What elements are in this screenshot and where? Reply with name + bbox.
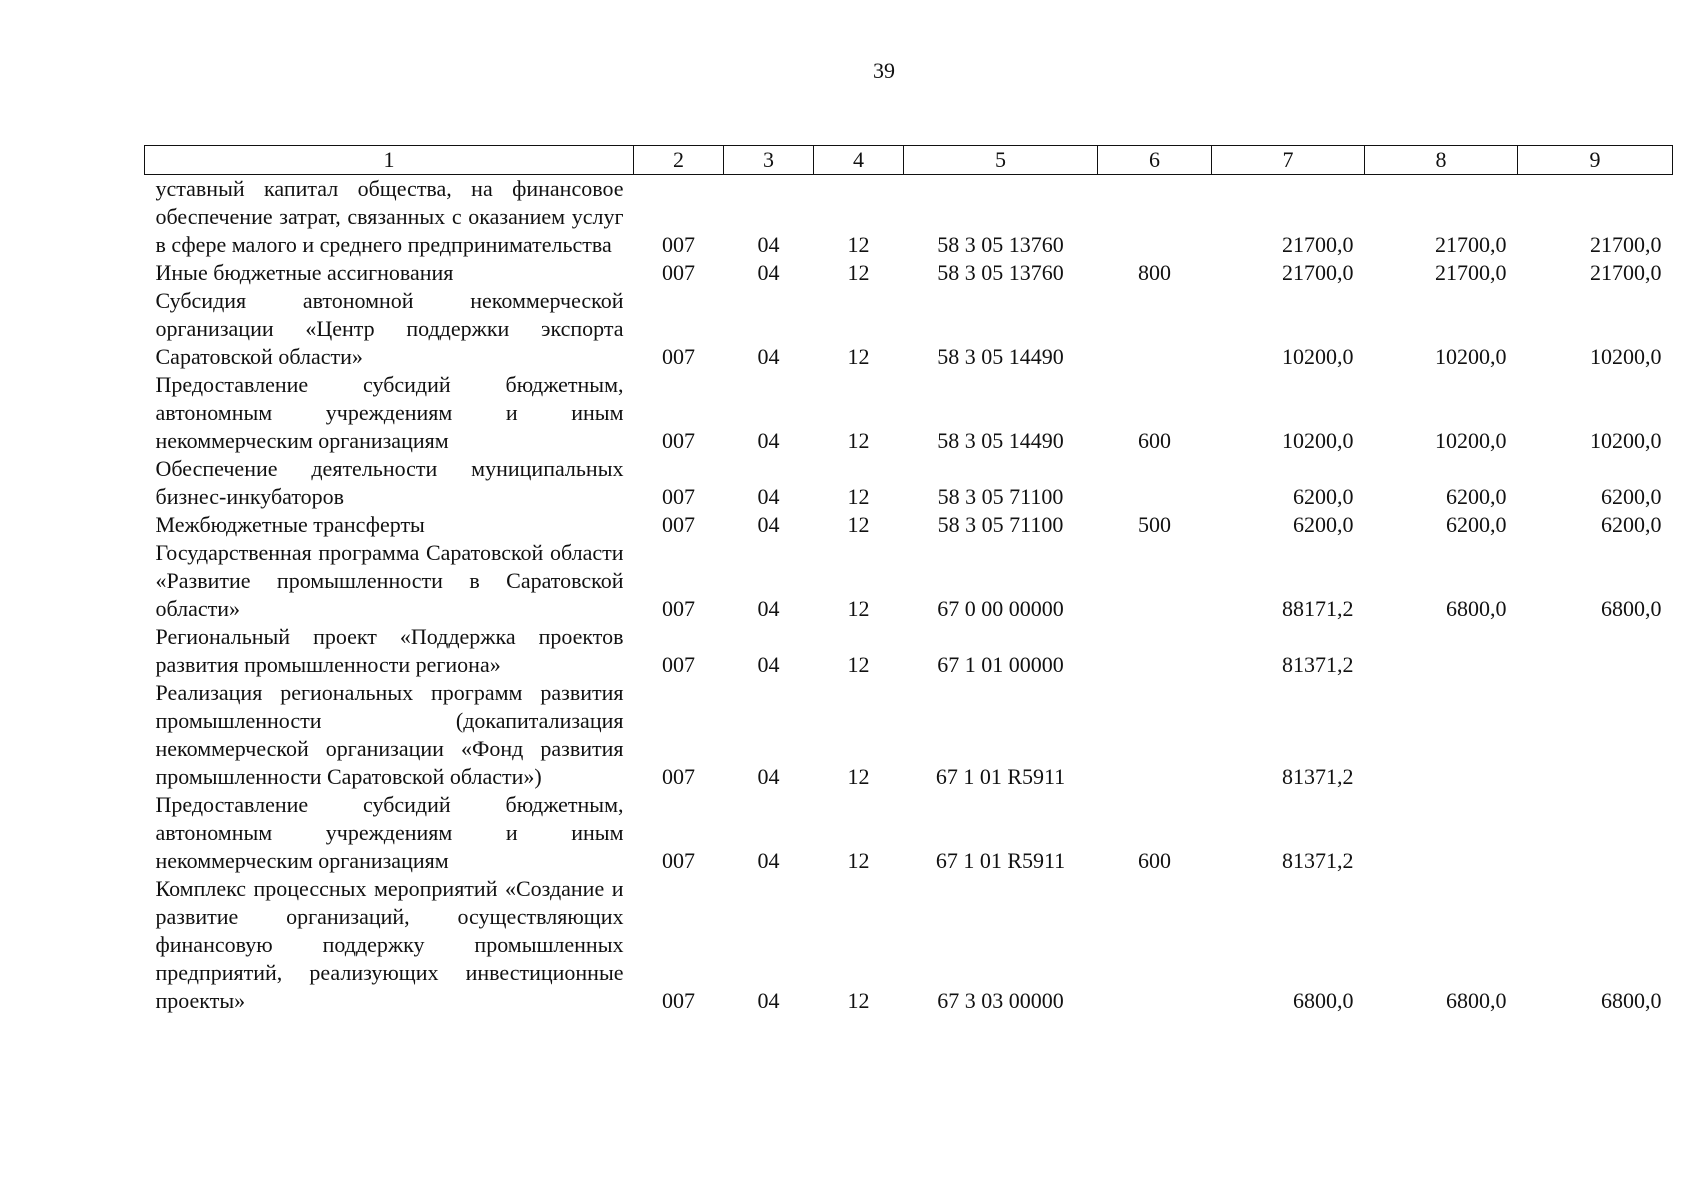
row-value-col8: 6200,0 [1446,512,1507,537]
row-value-col8: 6800,0 [1446,988,1507,1013]
row-subsection: 12 [847,260,870,285]
row-expense-type: 500 [1138,512,1171,537]
row-target-article: 58 3 05 13760 [937,232,1064,257]
table-row [145,539,1673,623]
row-value-col9: 6800,0 [1601,596,1662,621]
row-value-col8: 6200,0 [1446,484,1507,509]
row-section: 04 [757,484,780,509]
row-value-col9 [1518,623,1673,679]
row-value-col8 [1365,679,1518,791]
row-expense-type [1098,455,1212,511]
row-section: 04 [757,652,780,677]
row-value-col9: 21700,0 [1590,260,1662,285]
row-target-article: 67 1 01 00000 [937,652,1064,677]
row-ministry: 007 [662,344,695,369]
row-value-col8 [1365,791,1518,875]
header-col-7: 7 [1212,146,1365,175]
row-expense-type [1098,175,1212,260]
row-expense-type: 600 [1138,428,1171,453]
row-value-col7: 81371,2 [1282,848,1354,873]
header-col-5: 5 [904,146,1098,175]
row-target-article: 67 1 01 R5911 [935,764,1066,789]
row-ministry: 007 [662,428,695,453]
table-row [145,875,1673,1015]
table-row [145,623,1673,679]
row-value-col7: 21700,0 [1282,232,1354,257]
row-value-col7: 81371,2 [1282,652,1354,677]
row-name: Обеспечение деятельности муниципальных бизнес-инкубаторов [155,456,624,509]
row-value-col9: 10200,0 [1590,428,1662,453]
table-header [145,146,1673,175]
row-value-col9 [1518,791,1673,875]
row-name: Предоставление субсидий бюджетным, автономным учреждениям и иным некоммерческим организациям [155,372,624,453]
table-row [145,175,1673,260]
row-value-col9: 6200,0 [1601,484,1662,509]
row-name: Реализация региональных программ развития промышленности (докапитализация некоммерческой организации «Фонд развития промышленности Саратовской области») [155,680,624,789]
row-value-col9: 10200,0 [1590,344,1662,369]
row-value-col7: 21700,0 [1282,260,1354,285]
row-ministry: 007 [662,260,695,285]
table-row [145,791,1673,875]
table-row [145,679,1673,791]
row-value-col8: 21700,0 [1435,232,1507,257]
header-col-6: 6 [1098,146,1212,175]
table-row [145,511,1673,539]
row-section: 04 [757,848,780,873]
row-value-col8: 21700,0 [1435,260,1507,285]
row-name: уставный капитал общества, на финансовое обеспечение затрат, связанных с оказанием услуг в сфере малого и среднего предпринимательства [155,176,624,257]
row-expense-type [1098,875,1212,1015]
table-row [145,455,1673,511]
header-col-9: 9 [1518,146,1673,175]
header-row [145,146,1673,175]
row-ministry: 007 [662,988,695,1013]
row-subsection: 12 [847,988,870,1013]
row-subsection: 12 [847,428,870,453]
row-value-col8: 10200,0 [1435,428,1507,453]
row-value-col9: 21700,0 [1590,232,1662,257]
row-ministry: 007 [662,512,695,537]
row-ministry: 007 [662,652,695,677]
row-expense-type [1098,623,1212,679]
row-target-article: 58 3 05 13760 [937,260,1064,285]
row-section: 04 [757,232,780,257]
row-target-article: 67 1 01 R5911 [935,848,1066,873]
row-value-col7: 6200,0 [1293,484,1354,509]
row-ministry: 007 [662,848,695,873]
row-subsection: 12 [847,596,870,621]
row-section: 04 [757,596,780,621]
row-expense-type [1098,287,1212,371]
row-target-article: 58 3 05 71100 [937,512,1064,537]
row-expense-type [1098,539,1212,623]
header-col-8: 8 [1365,146,1518,175]
page-number: 39 [873,58,895,83]
row-section: 04 [757,512,780,537]
row-subsection: 12 [847,232,870,257]
row-value-col7: 6800,0 [1293,988,1354,1013]
row-section: 04 [757,344,780,369]
row-value-col7: 6200,0 [1293,512,1354,537]
row-expense-type [1098,679,1212,791]
row-subsection: 12 [847,652,870,677]
row-value-col7: 10200,0 [1282,344,1354,369]
row-ministry: 007 [662,232,695,257]
budget-table [144,145,1673,1015]
row-section: 04 [757,260,780,285]
row-value-col9 [1518,679,1673,791]
row-subsection: 12 [847,344,870,369]
row-subsection: 12 [847,484,870,509]
row-expense-type: 600 [1138,848,1171,873]
row-ministry: 007 [662,596,695,621]
row-value-col7: 81371,2 [1282,764,1354,789]
row-target-article: 67 0 00 00000 [937,596,1064,621]
row-target-article: 58 3 05 71100 [937,484,1064,509]
table-body [145,175,1673,1016]
row-name: Межбюджетные трансферты [155,512,425,537]
row-value-col8: 6800,0 [1446,596,1507,621]
row-value-col8 [1365,623,1518,679]
row-subsection: 12 [847,512,870,537]
row-subsection: 12 [847,848,870,873]
row-value-col7: 88171,2 [1282,596,1354,621]
row-ministry: 007 [662,484,695,509]
row-ministry: 007 [662,764,695,789]
row-value-col9: 6800,0 [1601,988,1662,1013]
row-value-col9: 6200,0 [1601,512,1662,537]
table-row [145,287,1673,371]
row-value-col7: 10200,0 [1282,428,1354,453]
row-name: Региональный проект «Поддержка проектов развития промышленности региона» [155,624,624,677]
row-name: Государственная программа Саратовской области «Развитие промышленности в Саратовской области» [155,540,624,621]
row-value-col8: 10200,0 [1435,344,1507,369]
row-name: Субсидия автономной некоммерческой организации «Центр поддержки экспорта Саратовской области» [155,288,624,369]
row-section: 04 [757,764,780,789]
header-col-2: 2 [634,146,724,175]
row-target-article: 67 3 03 00000 [937,988,1064,1013]
header-col-4: 4 [814,146,904,175]
row-section: 04 [757,988,780,1013]
row-section: 04 [757,428,780,453]
row-target-article: 58 3 05 14490 [937,344,1064,369]
row-name: Комплекс процессных мероприятий «Создание и развитие организаций, осуществляющих финансовую поддержку промышленных предприятий, реализующих инвестиционные проекты» [155,876,624,1013]
table-row [145,371,1673,455]
row-subsection: 12 [847,764,870,789]
header-col-3: 3 [724,146,814,175]
row-name: Иные бюджетные ассигнования [155,260,454,285]
row-name: Предоставление субсидий бюджетным, автономным учреждениям и иным некоммерческим организациям [155,792,624,873]
row-target-article: 58 3 05 14490 [937,428,1064,453]
row-expense-type: 800 [1138,260,1171,285]
header-col-1: 1 [145,146,634,175]
table-row [145,259,1673,287]
